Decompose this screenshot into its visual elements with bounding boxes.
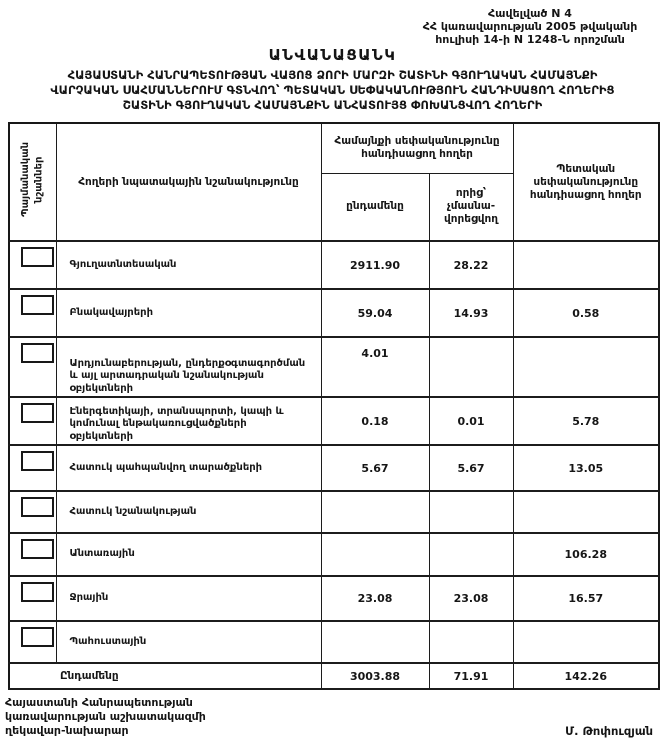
land-category-label: Անտառային [56, 533, 321, 576]
legend-cell [9, 533, 56, 576]
footer-office-line-2: կառավարության աշխատակազմի [5, 710, 206, 723]
cell-state: 0.58 [513, 289, 659, 337]
signature-name: Մ. Թոփուզյան [565, 724, 653, 738]
land-category-label: Բնակավայրերի [56, 289, 321, 337]
cell-community-total: 5.67 [321, 445, 429, 491]
col-header-total: ընդամենը [321, 173, 429, 241]
col-header-signs-label: Պայմանական նշաններ [20, 142, 45, 218]
land-category-label: Գյուղատնտեսական [56, 241, 321, 289]
cell-non-privatized [429, 337, 513, 397]
cell-non-privatized: 28.22 [429, 241, 513, 289]
cell-state [513, 241, 659, 289]
appendix-number: Հավելված N 4 [488, 7, 572, 20]
cell-non-privatized: 14.93 [429, 289, 513, 337]
table-row [9, 241, 659, 289]
cell-non-privatized [429, 533, 513, 576]
total-row-label: Ընդամենը [9, 663, 321, 689]
cell-state: 106.28 [513, 533, 659, 576]
cell-state: 13.05 [513, 445, 659, 491]
col-header-signs [9, 123, 56, 241]
footer-office-line-1: Հայաստանի Հանրապետության [5, 696, 193, 709]
table-row [9, 445, 659, 491]
table-row [9, 576, 659, 621]
cell-community-total: 2911.90 [321, 241, 429, 289]
legend-sign-box [21, 295, 54, 315]
cell-state [513, 491, 659, 533]
total-community: 3003.88 [321, 663, 429, 689]
land-category-label: Պահուստային [56, 621, 321, 663]
cell-state [513, 337, 659, 397]
legend-cell [9, 397, 56, 445]
cell-state: 5.78 [513, 397, 659, 445]
cell-non-privatized: 23.08 [429, 576, 513, 621]
footer-office-block [5, 696, 206, 738]
col-header-purpose: Հողերի նպատակային նշանակությունը [56, 123, 321, 241]
cell-community-total [321, 491, 429, 533]
legend-cell [9, 621, 56, 663]
land-category-label: Արդյունաբերության, ընդերքօգտագործման և այլ արտադրական նշանակության օբյեկտների [56, 337, 321, 397]
cell-non-privatized: 5.67 [429, 445, 513, 491]
table-row [9, 621, 659, 663]
cell-community-total: 4.01 [321, 337, 429, 397]
cell-community-total: 0.18 [321, 397, 429, 445]
cell-state: 16.57 [513, 576, 659, 621]
legend-sign-box [21, 451, 54, 471]
table-row [9, 289, 659, 337]
col-header-state: Պետական սեփականությունը հանդիսացող հողեր [513, 123, 659, 241]
legend-cell [9, 445, 56, 491]
table-row [9, 337, 659, 397]
legend-sign-box [21, 497, 54, 517]
subtitle-line-3: ՇԱՏԻՆԻ ԳՅՈՒՂԱԿԱՆ ՀԱՄԱՅՆՔԻՆ ԱՆՀԱՏՈՒՅՑ ՓՈԽԱՆՑՎՈՂ ՀՈՂԵՐԻ [122, 98, 543, 112]
legend-sign-box [21, 539, 54, 559]
footer-office-line-3: ղեկավար-նախարար [5, 724, 129, 737]
col-header-non-privatized: որից՝ չմասնա-վորեցվող [429, 173, 513, 241]
legend-cell [9, 491, 56, 533]
cell-non-privatized [429, 621, 513, 663]
land-category-label: Ջրային [56, 576, 321, 621]
legend-cell [9, 289, 56, 337]
land-table [8, 122, 660, 690]
cell-non-privatized [429, 491, 513, 533]
subtitle-line-2: ՎԱՐՉԱԿԱՆ ՍԱՀՄԱՆՆԵՐՈՒՄ ԳՏՆՎՈՂ՝ ՊԵՏԱԿԱՆ ՍԵՓԱԿԱՆՈՒԹՅՈՒՆ ՀԱՆԴԻՍԱՑՈՂ ՀՈՂԵՐԻՑ [50, 83, 615, 97]
cell-community-total [321, 621, 429, 663]
legend-sign-box [21, 343, 54, 363]
cell-community-total [321, 533, 429, 576]
appendix-decision-line: հուլիսի 14-ի N 1248-Ն որոշման [435, 33, 625, 46]
total-non-privatized: 71.91 [429, 663, 513, 689]
total-row [9, 663, 659, 689]
col-header-community-group: Համայնքի սեփականությունը հանդիսացող հողեր [321, 123, 513, 173]
land-category-label: Հատուկ նշանակության [56, 491, 321, 533]
appendix-header [400, 7, 660, 46]
cell-community-total: 23.08 [321, 576, 429, 621]
appendix-government-line: ՀՀ կառավարության 2005 թվականի [422, 20, 638, 33]
cell-non-privatized: 0.01 [429, 397, 513, 445]
legend-cell [9, 576, 56, 621]
table-row [9, 397, 659, 445]
legend-sign-box [21, 403, 54, 423]
cell-community-total: 59.04 [321, 289, 429, 337]
total-state: 142.26 [513, 663, 659, 689]
legend-cell [9, 241, 56, 289]
table-row [9, 491, 659, 533]
legend-sign-box [21, 627, 54, 647]
cell-state [513, 621, 659, 663]
land-category-label: Էներգետիկայի, տրանսպորտի, կապի և կոմունալ ենթակառուցվածքների օբյեկտների [56, 397, 321, 445]
land-category-label: Հատուկ պահպանվող տարածքների [56, 445, 321, 491]
legend-sign-box [21, 247, 54, 267]
legend-sign-box [21, 582, 54, 602]
header-row-1 [9, 123, 659, 173]
subtitle-line-1: ՀԱՅԱՍՏԱՆԻ ՀԱՆՐԱՊԵՏՈՒԹՅԱՆ ՎԱՅՈՑ ՁՈՐԻ ՄԱՐԶԻ ՇԱՏԻՆԻ ԳՅՈՒՂԱԿԱՆ ՀԱՄԱՅՆՔԻ [67, 68, 598, 82]
document-title: ԱՆՎԱՆԱՑԱՆԿ [268, 46, 397, 64]
legend-cell [9, 337, 56, 397]
document-subtitle [0, 68, 665, 113]
table-row [9, 533, 659, 576]
